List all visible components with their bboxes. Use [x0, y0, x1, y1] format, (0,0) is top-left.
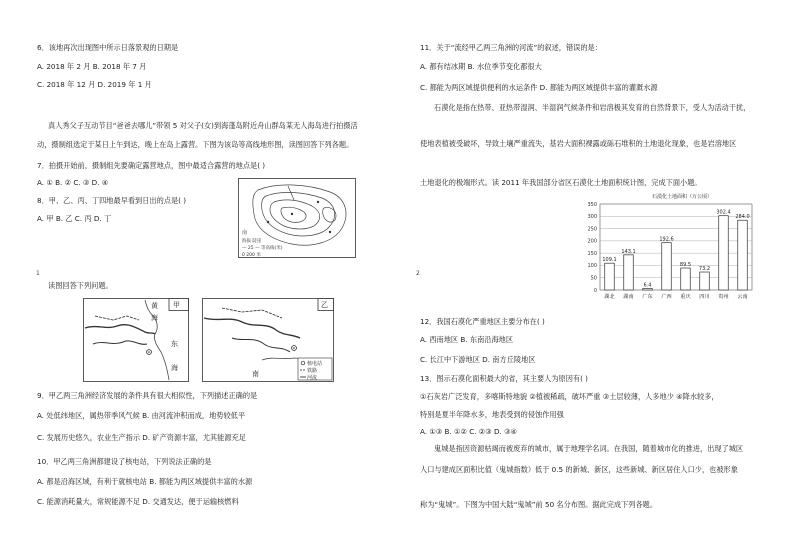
chart-data-label: 89.5 — [679, 262, 692, 269]
chart-category-label: 湖南 — [623, 294, 634, 300]
delta-hai-label-2: 海 — [171, 364, 178, 372]
chart-y-tick-label: 350 — [587, 201, 597, 208]
chart-category-label: 广东 — [642, 294, 653, 300]
question-13: 13．图示石漠化面积最大的省，其主要人为原因有( ) — [420, 374, 588, 383]
question-8-options: A. 甲 B. 乙 C. 丙 D. 丁 — [37, 214, 112, 223]
question-12-options-cd: C. 长江中下游地区 D. 南方丘陵地区 — [420, 355, 536, 364]
chart-y-tick-label: 150 — [587, 250, 597, 257]
question-8: 8．甲、乙、丙、丁四地最早看到日出的点是( ) — [37, 196, 187, 205]
chart-title: 石漠化土地面积（万公顷） — [651, 194, 713, 200]
question-9-options-cd: C. 发展历史悠久，农业生产指示 D. 矿产资源丰富，尤其能源充足 — [37, 433, 246, 442]
delta-jia-label: 甲 — [173, 301, 180, 309]
page-number-1: 1 — [36, 270, 40, 277]
chart-y-axis — [587, 202, 597, 294]
chart-bar — [624, 255, 634, 290]
question-7: 7．拍摄开始前，摄制组先要确定露营地点，图中最适合露营的地点是( ) — [37, 161, 266, 170]
question-9-options-ab: A. 处低纬地区，属热带季风气候 B. 由河流冲积而成，地势较低平 — [37, 411, 246, 420]
delta-nan-label: 南 — [252, 370, 259, 378]
chart-y-tick-label: 200 — [587, 238, 597, 245]
chart-plot-frame — [600, 204, 752, 290]
chart-category-label: 贵州 — [718, 294, 729, 300]
delta-hai-label: 海 — [151, 314, 158, 322]
question-10: 10．甲乙两三角洲都建设了核电站，下列说法正确的是 — [37, 457, 212, 466]
chart-bar — [738, 220, 748, 290]
chart-bars — [602, 210, 749, 290]
question-10-options-cd: C. 能源消耗量大，常规能源不足 D. 交通发达，便于运输核燃料 — [37, 497, 239, 506]
chart-category-label: 云南 — [737, 294, 748, 300]
chart-data-label: 6.4 — [643, 282, 652, 289]
chart-category-label: 重庆 — [680, 294, 691, 300]
chart-y-tick-label: 50 — [590, 275, 597, 282]
question-13-items-2: 特别是夏半年降水多，地表受到的侵蚀作用强 — [420, 410, 564, 419]
rocky-desertification-para-3: 土地退化的极端形式。读 2011 年我国部分省区石漠化土地面积统计图，完成下面小题。 — [420, 178, 702, 187]
question-6-options-ab: A. 2018 年 2 月 B. 2018 年 7 月 — [37, 62, 147, 71]
map-south-label: 南 — [242, 230, 248, 236]
chart-bar — [643, 288, 653, 290]
delta-yi-label: 乙 — [321, 301, 328, 309]
chart-bar — [700, 272, 710, 290]
delta-map-jia — [83, 298, 189, 382]
contour-map — [238, 178, 356, 258]
ghost-city-para-1: 鬼城是指因资源枯竭而被废弃的城市，属于地理学名词。在我国，随着城市化的推进，出现了城区 — [434, 444, 744, 453]
chart-bar — [719, 216, 729, 290]
read-map-instruction: 读图回答下列问题。 — [48, 281, 113, 290]
question-13-items: ①石灰岩广泛发育，多喀斯特地貌 ②植被稀疏，破坏严重 ③土层较薄，人多地少 ④降水较多， — [420, 392, 719, 401]
chart-x-labels — [604, 292, 747, 300]
question-12-options-ab: A. 西南地区 B. 东南沿海地区 — [420, 335, 514, 344]
question-13-options: A. ①③ B. ①② C. ②③ D. ③④ — [420, 427, 517, 436]
rocky-desertification-para-2: 使地表植被受破坏，导致土壤严重流失，基岩大面积裸露或砾石堆积的土地退化现象，也是岩溶地区 — [420, 139, 737, 148]
map-legend-cliff: 海拔 陡崖 — [242, 239, 262, 244]
chart-bar — [605, 263, 615, 290]
question-10-options-ab: A. 都是沿海区域，有利于就核电站 B. 都能为两区域提供丰富的水源 — [37, 477, 253, 486]
question-6: 6．该地再次出现图中所示日落景观的日期是 — [37, 43, 179, 52]
chart-data-label: 284.0 — [735, 214, 750, 221]
ghost-city-para-3: 称为“鬼城”。下图为中国大陆“鬼城”前 50 名分布图。据此完成下列各题。 — [420, 500, 658, 509]
ghost-city-para-2: 人口与建成区面积比值（鬼城指数）低于 0.5 的新城、新区，这些新城、新区居住人口少，也被形象 — [420, 465, 738, 474]
rocky-desertification-para-1: 石漠化是指在热带、亚热带湿润、半湿润气候条件和岩溶极其发育的自然背景下，受人为活动干扰， — [434, 103, 751, 112]
chart-bar — [662, 243, 672, 290]
question-6-options-cd: C. 2018 年 12 月 D. 2019 年 1 月 — [37, 80, 152, 89]
map-legend-contour: — 25 — 等高线(米) — [242, 246, 283, 251]
rocky-desertification-bar-chart — [574, 190, 756, 304]
delta-dong-label: 东 — [171, 340, 178, 348]
chart-category-label: 四川 — [699, 294, 710, 300]
map-scale: 0 200 米 — [242, 253, 261, 258]
chart-data-label: 192.6 — [659, 236, 674, 243]
chart-data-label: 109.1 — [602, 257, 617, 264]
question-12: 12．我国石漠化严重地区主要分布在( ) — [420, 317, 545, 326]
page-number-2: 2 — [416, 270, 420, 277]
chart-data-label: 302.4 — [716, 209, 731, 216]
question-11: 11．关于“流经甲乙两三角洲的河流”的叙述，错误的是： — [420, 43, 602, 52]
chart-data-label: 73.2 — [698, 266, 711, 273]
legend-rail: 铁路 — [307, 368, 318, 374]
chart-data-label: 143.1 — [621, 248, 636, 255]
chart-category-label: 湖北 — [604, 294, 615, 300]
delta-map-yi — [202, 298, 334, 382]
chart-y-tick-label: 0 — [593, 287, 597, 294]
chart-category-label: 广西 — [661, 294, 672, 300]
intro-line-2: 动，摄制组选定于某日上午到达，晚上在岛上露营。下图为该岛等高线地形图，读图回答下列各题。 — [37, 140, 354, 149]
legend-river: 河流 — [307, 375, 318, 381]
chart-y-tick-label: 100 — [587, 263, 597, 270]
question-11-options-cd: C. 都能为两区域提供便利的水运条件 D. 都能为两区域提供丰富的灌溉水源 — [420, 83, 658, 92]
legend-nuclear: 核电站 — [307, 361, 323, 367]
intro-line-1: 真人秀父子互动节目“爸爸去哪儿”带领 5 对父子(女)到海蓬岛附近舟山群岛某无人海岛进行拍摄活 — [48, 121, 358, 130]
delta-huang-label: 黄 — [151, 302, 158, 310]
chart-y-tick-label: 250 — [587, 226, 597, 233]
question-7-options: A. ① B. ② C. ③ D. ④ — [37, 178, 109, 187]
question-11-options-ab: A. 都有结冰期 B. 水位季节变化都很大 — [420, 62, 542, 71]
question-9: 9．甲乙两三角洲经济发展的条件具有很大相似性，下列描述正确的是 — [37, 391, 258, 400]
chart-y-tick-label: 300 — [587, 214, 597, 221]
chart-gridlines — [600, 204, 752, 290]
chart-bar — [681, 268, 691, 290]
